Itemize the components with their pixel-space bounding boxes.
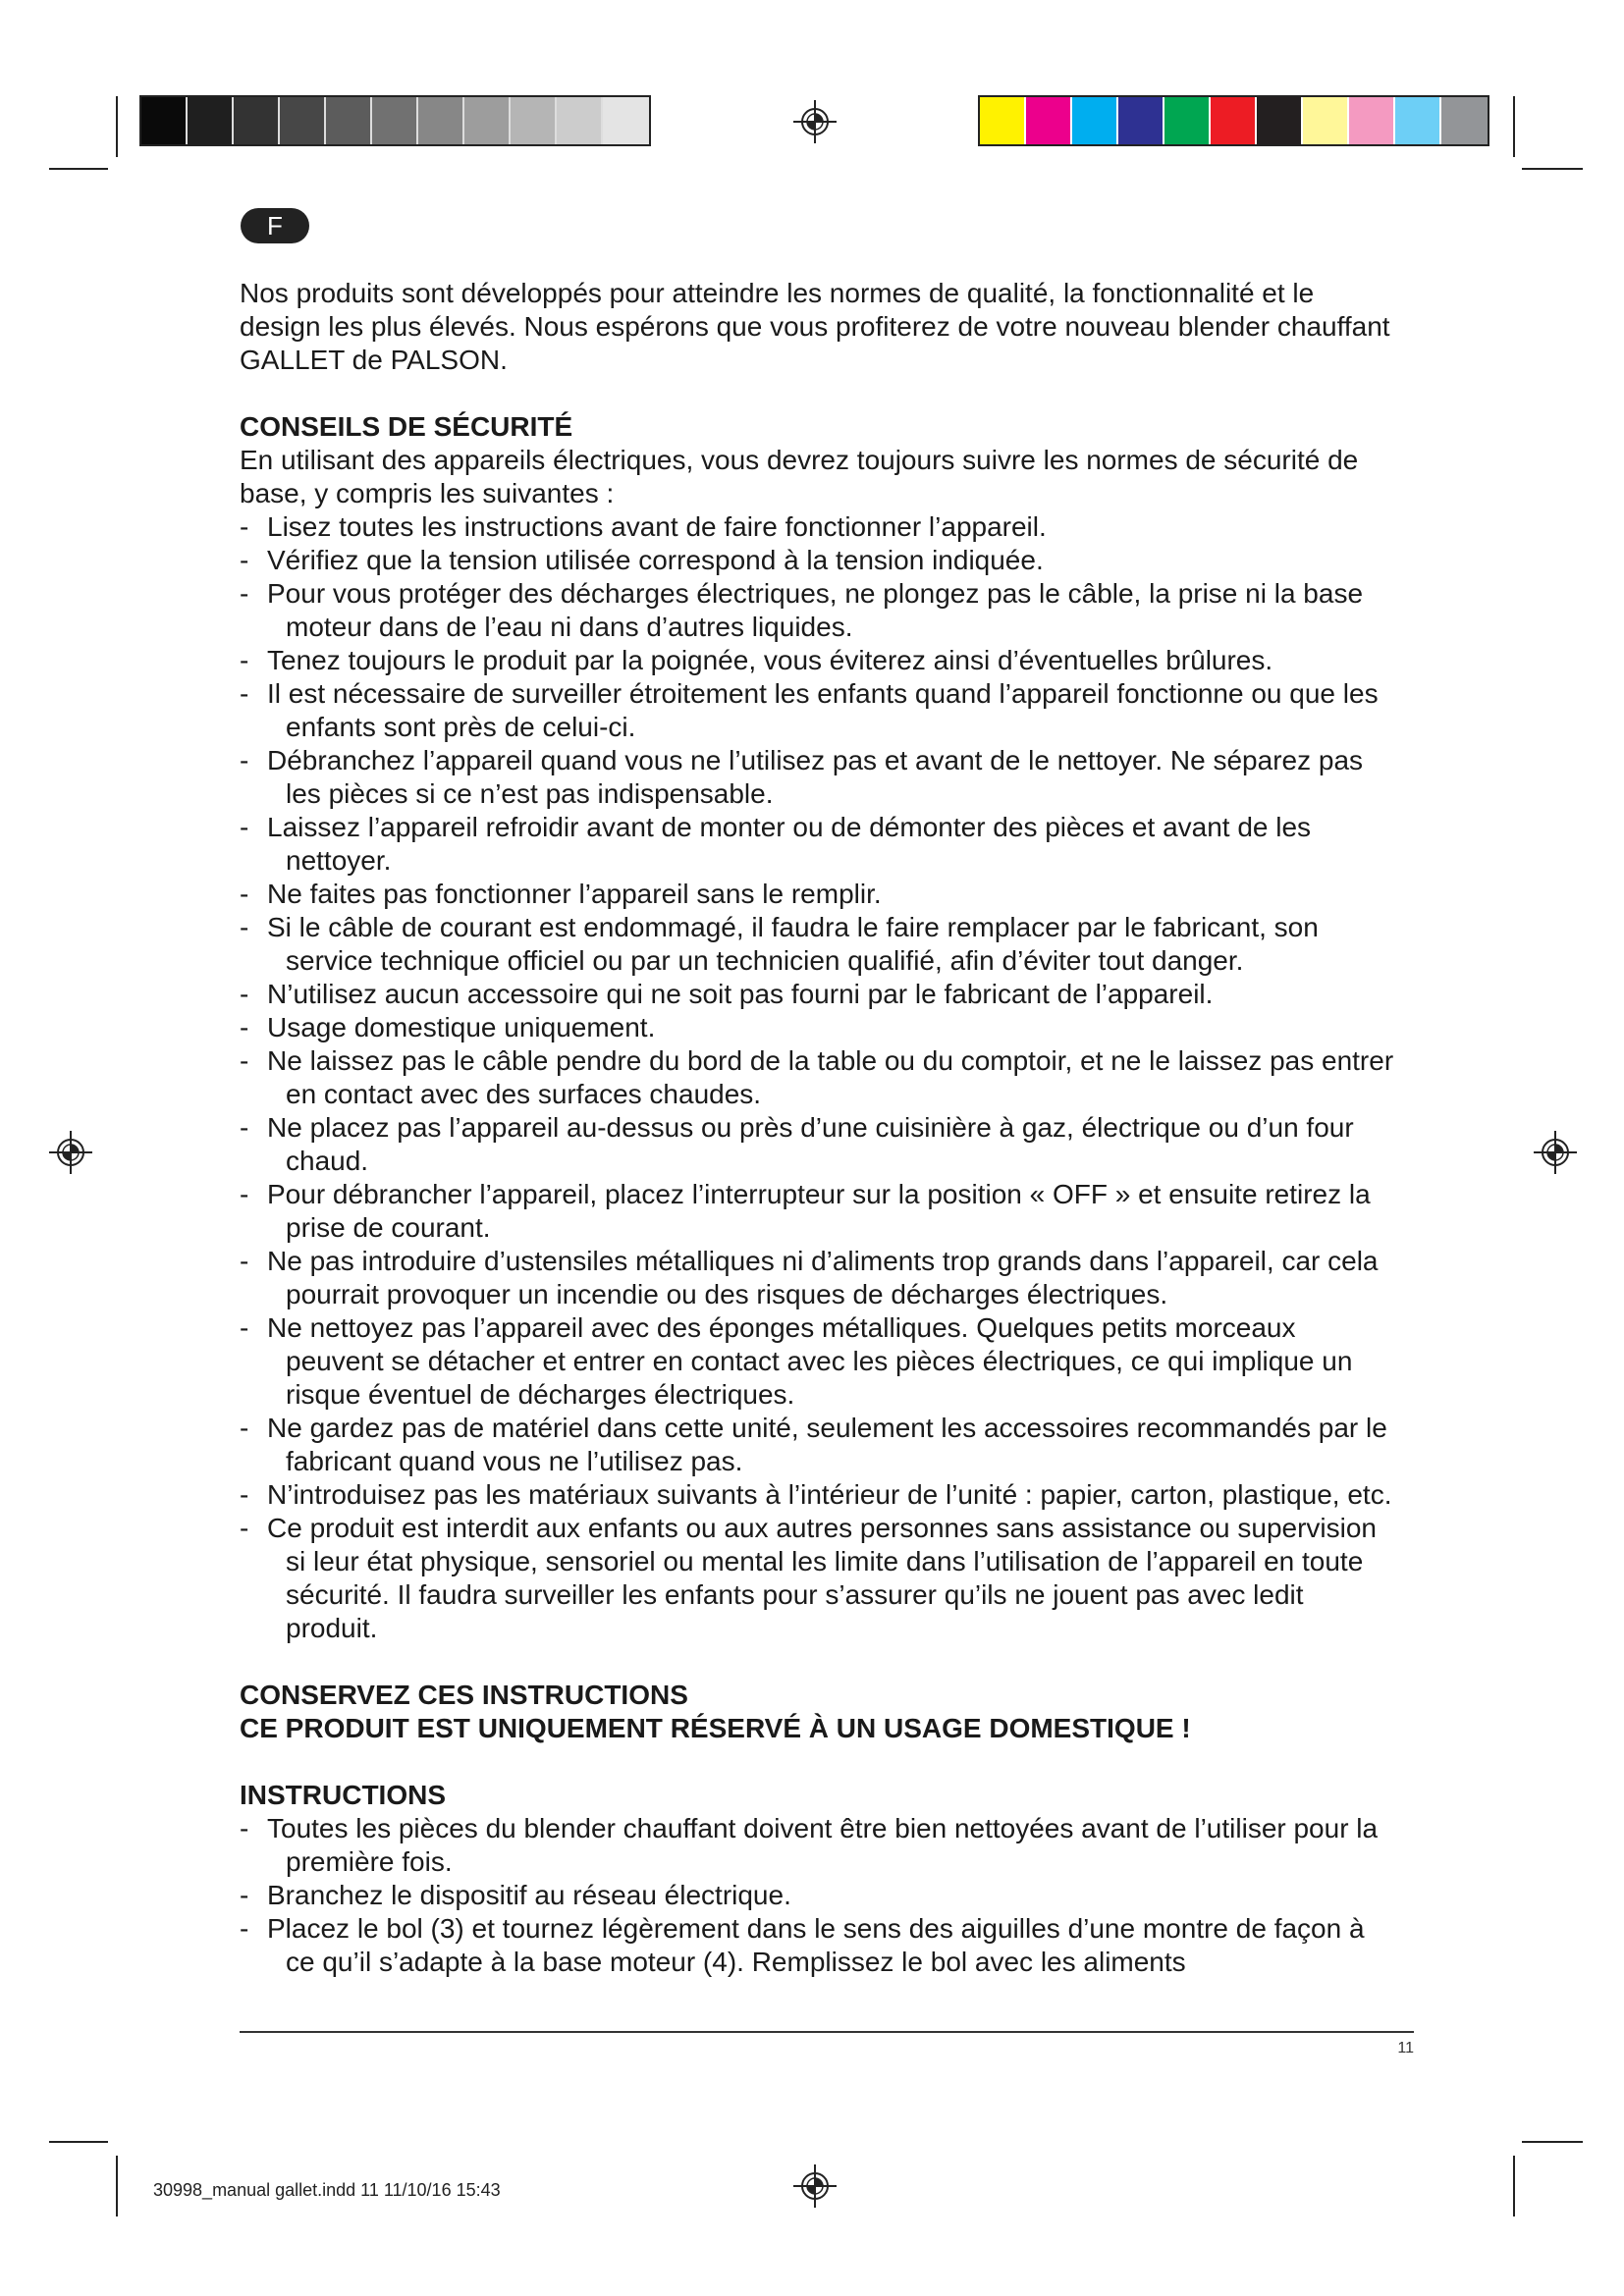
intro-paragraph: Nos produits sont développés pour atteindre les normes de qualité, la fonctionnalité et le design les plus élevés. Nous espérons que vous profiterez de votre nouveau blender chauffant GALLET de PALSON. — [240, 278, 1390, 375]
list-item: - Branchez le dispositif au réseau électrique. — [240, 1879, 1398, 1912]
safety-lead: En utilisant des appareils électriques, vous devrez toujours suivre les normes de sécurité de base, y compris les suivantes : — [240, 445, 1359, 508]
color-swatch — [1441, 97, 1488, 144]
page-number: 11 — [1397, 2040, 1414, 2056]
gray-swatch — [372, 97, 418, 144]
gray-swatch — [188, 97, 234, 144]
list-item: - Usage domestique uniquement. — [240, 1011, 1398, 1044]
list-item: - Ne placez pas l’appareil au-dessus ou près d’une cuisinière à gaz, électrique ou d’un four chaud. — [240, 1111, 1398, 1178]
crop-mark-top-right-horizontal — [1522, 168, 1583, 170]
color-swatch — [1349, 97, 1395, 144]
color-swatch — [1118, 97, 1164, 144]
list-item: - N’utilisez aucun accessoire qui ne soit pas fourni par le fabricant de l’appareil. — [240, 978, 1398, 1011]
safety-list — [240, 510, 1398, 1645]
color-swatch — [1303, 97, 1349, 144]
crop-mark-top-left-horizontal — [49, 168, 108, 170]
language-badge: F — [241, 208, 309, 243]
registration-mark-icon — [793, 100, 837, 143]
list-item: - Tenez toujours le produit par la poignée, vous éviterez ainsi d’éventuelles brûlures. — [240, 644, 1398, 677]
instructions-heading: INSTRUCTIONS — [240, 1780, 446, 1810]
list-item: - Pour vous protéger des décharges électriques, ne plongez pas le câble, la prise ni la base moteur dans de l’eau ni dans d’autres liquides. — [240, 577, 1398, 644]
color-swatch — [1164, 97, 1211, 144]
gray-swatch — [141, 97, 188, 144]
grayscale-calibration-bar — [139, 95, 651, 146]
list-item: - Si le câble de courant est endommagé, il faudra le faire remplacer par le fabricant, son service technique officiel ou par un technicien qualifié, afin d’éviter tout danger. — [240, 911, 1398, 978]
instructions-list — [240, 1812, 1398, 1979]
color-swatch — [1211, 97, 1257, 144]
gray-swatch — [464, 97, 511, 144]
gray-swatch — [234, 97, 280, 144]
list-item: - Débranchez l’appareil quand vous ne l’utilisez pas et avant de le nettoyer. Ne séparez pas les pièces si ce n’est pas indispensable. — [240, 744, 1398, 811]
gray-swatch — [280, 97, 326, 144]
safety-heading: CONSEILS DE SÉCURITÉ — [240, 411, 573, 442]
list-item: - Il est nécessaire de surveiller étroitement les enfants quand l’appareil fonctionne ou que les enfants sont près de celui-ci. — [240, 677, 1398, 744]
crop-mark-bottom-right-vertical — [1513, 2156, 1515, 2216]
list-item: - Ne nettoyez pas l’appareil avec des éponges métalliques. Quelques petits morceaux peuvent se détacher et entrer en contact avec les pièces électriques, ce qui implique un risque éventuel de décharges électriques. — [240, 1311, 1398, 1412]
list-item: - Lisez toutes les instructions avant de faire fonctionner l’appareil. — [240, 510, 1398, 544]
crop-mark-top-right-vertical — [1513, 96, 1515, 157]
color-swatch — [1072, 97, 1118, 144]
gray-swatch — [557, 97, 603, 144]
footer-divider — [240, 2031, 1414, 2033]
crop-mark-top-left-vertical — [116, 96, 118, 157]
list-item: - Ne laissez pas le câble pendre du bord de la table ou du comptoir, et ne le laissez pas entrer en contact avec des surfaces chaudes. — [240, 1044, 1398, 1111]
color-swatch — [980, 97, 1026, 144]
color-swatch — [1026, 97, 1072, 144]
gray-swatch — [326, 97, 372, 144]
gray-swatch — [511, 97, 557, 144]
registration-mark-icon — [793, 2164, 837, 2208]
registration-mark-icon — [1534, 1131, 1577, 1174]
color-swatch — [1395, 97, 1441, 144]
domestic-use-heading: CE PRODUIT EST UNIQUEMENT RÉSERVÉ À UN USAGE DOMESTIQUE ! — [240, 1713, 1191, 1743]
page-content — [240, 277, 1398, 1979]
crop-mark-bottom-left-vertical — [116, 2156, 118, 2216]
gray-swatch — [603, 97, 649, 144]
keep-instructions-heading: CONSERVEZ CES INSTRUCTIONS — [240, 1680, 688, 1710]
registration-mark-icon — [49, 1131, 92, 1174]
print-slug: 30998_manual gallet.indd 11 11/10/16 15:43 — [153, 2180, 501, 2200]
color-calibration-bar — [978, 95, 1489, 146]
crop-mark-bottom-right-horizontal — [1522, 2141, 1583, 2143]
list-item: - Toutes les pièces du blender chauffant doivent être bien nettoyées avant de l’utiliser pour la première fois. — [240, 1812, 1398, 1879]
list-item: - Ne pas introduire d’ustensiles métalliques ni d’aliments trop grands dans l’appareil, car cela pourrait provoquer un incendie ou des risques de décharges électriques. — [240, 1245, 1398, 1311]
list-item: - Vérifiez que la tension utilisée correspond à la tension indiquée. — [240, 544, 1398, 577]
list-item: - Ne gardez pas de matériel dans cette unité, seulement les accessoires recommandés par le fabricant quand vous ne l’utilisez pas. — [240, 1412, 1398, 1478]
list-item: - Pour débrancher l’appareil, placez l’interrupteur sur la position « OFF » et ensuite retirez la prise de courant. — [240, 1178, 1398, 1245]
list-item: - N’introduisez pas les matériaux suivants à l’intérieur de l’unité : papier, carton, plastique, etc. — [240, 1478, 1398, 1512]
color-swatch — [1257, 97, 1303, 144]
gray-swatch — [418, 97, 464, 144]
list-item: - Laissez l’appareil refroidir avant de monter ou de démonter des pièces et avant de les nettoyer. — [240, 811, 1398, 878]
list-item: - Ce produit est interdit aux enfants ou aux autres personnes sans assistance ou supervision si leur état physique, sensoriel ou mental les limite dans l’utilisation de l’appareil en toute sécurité. Il faudra surveiller les enfants pour s’assurer qu’ils ne jouent pas avec ledit produit. — [240, 1512, 1398, 1645]
crop-mark-bottom-left-horizontal — [49, 2141, 108, 2143]
list-item: - Ne faites pas fonctionner l’appareil sans le remplir. — [240, 878, 1398, 911]
list-item: - Placez le bol (3) et tournez légèrement dans le sens des aiguilles d’une montre de façon à ce qu’il s’adapte à la base moteur (4). Remplissez le bol avec les aliments — [240, 1912, 1398, 1979]
